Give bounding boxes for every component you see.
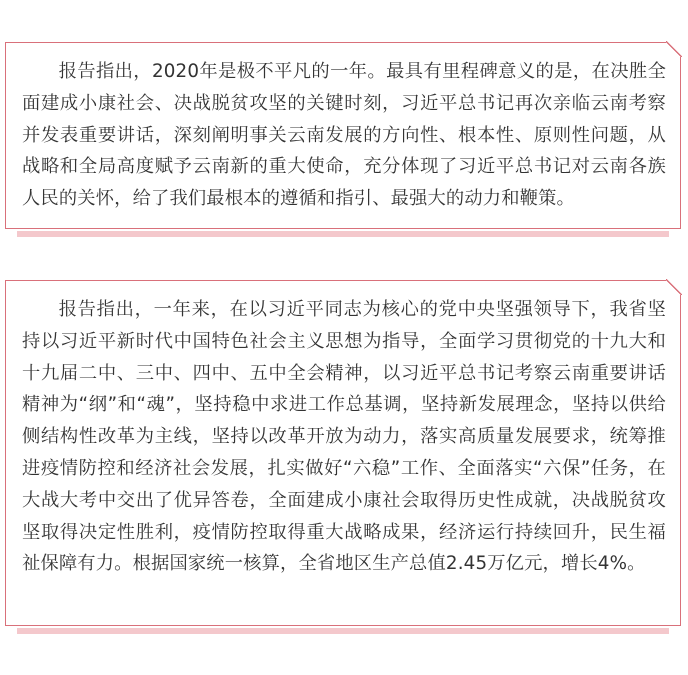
folded-corner-decoration bbox=[666, 279, 682, 295]
quote-card-year-review bbox=[5, 280, 681, 626]
card-underline-bar bbox=[17, 628, 669, 634]
quote-card-box bbox=[5, 42, 681, 229]
quote-card-2020-milestone bbox=[5, 42, 681, 229]
card-underline-bar bbox=[17, 231, 669, 237]
quote-card-box bbox=[5, 280, 681, 626]
folded-corner-decoration bbox=[666, 41, 682, 57]
paragraph-2020-milestone: 报告指出，2020年是极不平凡的一年。最具有里程碑意义的是，在决胜全面建成小康社会、决战脱贫攻坚的关键时刻，习近平总书记再次亲临云南考察并发表重要讲话，深刻阐明事关云南发展的方向性、根本性、原则性问题，从战略和全局高度赋予云南新的重大使命，充分体现了习近平总书记对云南各族人民的关怀，给了我们最根本的遵循和指引、最强大的动力和鞭策。 bbox=[22, 61, 666, 210]
paragraph-year-review: 报告指出，一年来，在以习近平同志为核心的党中央坚强领导下，我省坚持以习近平新时代中国特色社会主义思想为指导，全面学习贯彻党的十九大和十九届二中、三中、四中、五中全会精神，以习近平总书记考察云南重要讲话精神为“纲”和“魂”，坚持稳中求进工作总基调，坚持新发展理念，坚持以供给侧结构性改革为主线，坚持以改革开放为动力，落实高质量发展要求，统筹推进疫情防控和经济社会发展，扎实做好“六稳”工作、全面落实“六保”任务，在大战大考中交出了优异答卷，全面建成小康社会取得历史性成就，决战脱贫攻坚取得决定性胜利，疫情防控取得重大战略成果，经济运行持续回升，民生福祉保障有力。根据国家统一核算，全省地区生产总值2.45万亿元，增长4%。 bbox=[22, 299, 666, 575]
